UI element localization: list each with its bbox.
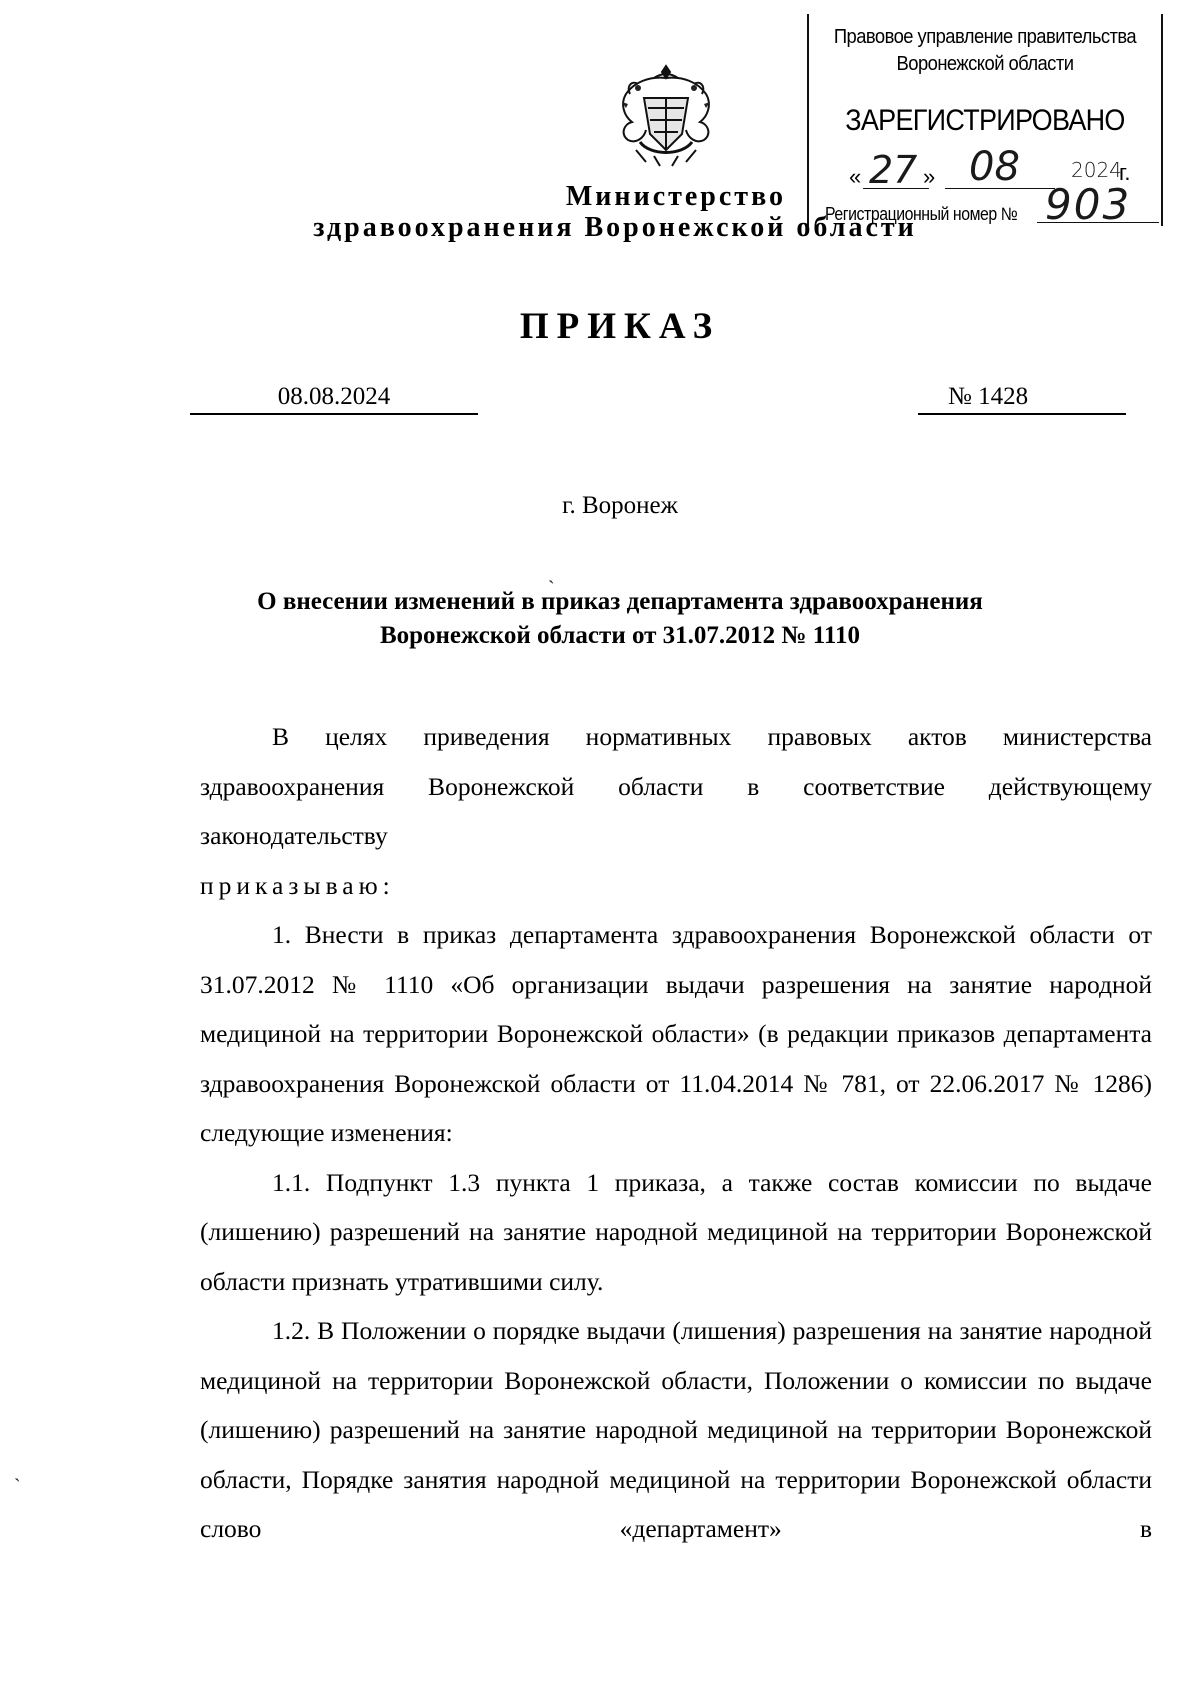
- order-number: № 1428: [918, 383, 1126, 415]
- close-quote-mark: »: [923, 164, 936, 189]
- ministry-name-line2: здравоохранения Воронежской области: [313, 212, 917, 243]
- stamp-year: 2024: [1071, 158, 1122, 182]
- stamp-year-suffix: г.: [1119, 160, 1131, 185]
- subject-line2: Воронежской области от 31.07.2012 № 1110: [379, 622, 861, 649]
- day-underline: [863, 188, 929, 189]
- subject-line1: О внесении изменений в приказ департамента здравоохранения: [257, 588, 983, 615]
- ministry-name-line1: Министерство: [565, 181, 786, 212]
- stamp-organization-line1: Правовое управление правительства: [833, 26, 1137, 48]
- city-name: г. Воронеж: [562, 492, 678, 519]
- order-subject: [0, 585, 1200, 653]
- item-1-2-paragraph: 1.2. В Положении о порядке выдачи (лишения) разрешения на занятие народной медициной на территории Воронежской области, Положении о комиссии по выдаче (лишению) разрешений на занятие народной медициной на территории Воронежской области, Порядке занятия народной медициной на территории Воронежской области слово «департамент» в: [200, 1316, 1152, 1543]
- scan-speck: ˏ: [548, 562, 555, 584]
- order-word: приказываю:: [200, 870, 395, 900]
- stamp-organization-line2: Воронежской области: [896, 53, 1074, 75]
- registration-stamp: [807, 14, 1163, 229]
- month-underline: [945, 188, 1055, 189]
- order-date: 08.08.2024: [190, 383, 478, 415]
- stamp-month: 08: [969, 144, 1020, 190]
- preamble-paragraph: В целях приведения нормативных правовых актов министерства здравоохранения Воронежской области в соответствие действующему законодательству: [200, 722, 1152, 850]
- stamp-registered-label: ЗАРЕГИСТРИРОВАНО: [845, 104, 1125, 137]
- stamp-day: 27: [869, 148, 918, 192]
- stamp-organization: [823, 24, 1147, 78]
- document-title: ПРИКАЗ: [519, 306, 721, 347]
- stamp-reg-number-label: Регистрационный номер №: [825, 204, 1018, 224]
- scan-speck: ˏ: [14, 1460, 21, 1482]
- item-1-1-paragraph: 1.1. Подпункт 1.3 пункта 1 приказа, а также состав комиссии по выдаче (лишению) разрешений на занятие народной медициной на территории Воронежской области признать утратившими силу.: [200, 1167, 1152, 1296]
- order-body: [200, 712, 1152, 1554]
- stamp-reg-number: 903: [1045, 180, 1132, 229]
- open-quote-mark: «: [849, 164, 862, 189]
- item-1-paragraph: 1. Внести в приказ департамента здравоохранения Воронежской области от 31.07.2012 № 1110 «Об организации выдачи разрешения на занятие народной медициной на территории Воронежской области» (в редакции приказов департамента здравоохранения Воронежской области от 11.04.2014 № 781, от 22.06.2017 № 1286) следующие изменения:: [200, 920, 1152, 1147]
- coat-of-arms-emblem: [610, 64, 722, 172]
